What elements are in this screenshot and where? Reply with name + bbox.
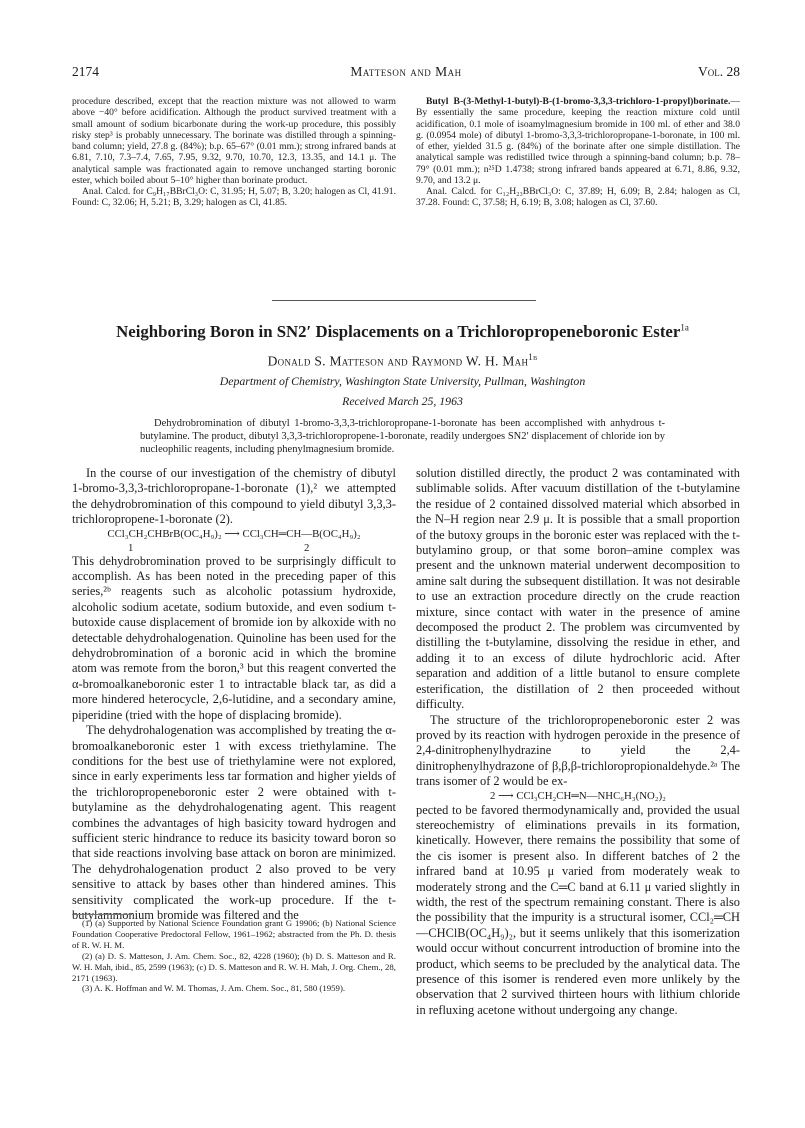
left-body-column bbox=[72, 466, 396, 923]
footnote-3: (3) A. K. Hoffman and W. M. Thomas, J. Am. Chem. Soc., 81, 580 (1959). bbox=[82, 983, 346, 994]
authors: Donald S. Matteson and Raymond W. H. Mah$^{1b}$ bbox=[267, 352, 538, 369]
abstract: Dehydrobromination of dibutyl 1-bromo-3,3,3-trichloropropane-1-boronate has been accomplished with anhydrous t-butylamine. The product, dibutyl 3,3,3-trichloropropene-1-boronate, readily undergoes SN2′ displacement of chloride ion by nucleophilic reagents, including phenylmagnesium bromide. bbox=[140, 418, 665, 455]
compound-number-1: 1 bbox=[128, 541, 134, 554]
body-paragraph: solution distilled directly, the product 2 was contaminated with sublimable solids. After vacuum distillation of the t-butylamine the residue of 2 contained dissolved material which absorbed in the N–H region near 2.9 μ. It is possible that a small proportion of the butoxy groups in the boronic ester was replaced with the t-butylamino group, or that some boron–amine complex was present and the unknown material underwent decomposition to amine salt during the subsequent distillation. It was not desirable to use an extraction procedure directly on the crude reaction mixture, since contact with water in the presence of amine decomposed the product 2. The problem was circumvented by distilling the t-butylamine, dissolving the residue in ether, and adding it to an excess of dilute hydrochloric acid. After separation and addition of a little butanol to ensure complete esterification, the distillation of 2 then proceeded without difficulty. bbox=[416, 466, 740, 712]
compound-heading: Butyl B-(3-Methyl-1-butyl)-B-(1-bromo-3,3,3-trichloro-1-propyl)borinate. bbox=[426, 96, 731, 107]
page-number: 2174 bbox=[72, 64, 99, 79]
equation-1: CCl₃CH₂CHBrB(OC₄H₉)₂ ⟶ CCl₃CH═CH—B(OC₄H₉)₂ bbox=[107, 527, 361, 540]
compound-analysis: Anal. Calcd. for C₁₂H₂₃BBrCl₃O: C, 37.89; H, 6.09; B, 2.84; halogen as Cl, 37.28. Found: C, 37.58; H, 6.19; B, 3.08; halogen as Cl, 37.60. bbox=[416, 186, 740, 209]
equation-1-numbers bbox=[72, 541, 396, 554]
footnote-2: (2) (a) D. S. Matteson, J. Am. Chem. Soc., 82, 4228 (1960); (b) D. S. Matteson and R. W. H. Mah, ibid., 85, 2599 (1963); (c) D. S. Matteson and R. W. H. Mah, J. Org. Chem., 28, 2171 (1963). bbox=[72, 950, 397, 983]
intro-paragraph: In the course of our investigation of the chemistry of dibutyl 1-bromo-3,3,3-trichloropropane-1-boronate (1),² we attempted the dehydrobromination of this compound to yield dibutyl 3,3,3-trichloropropene-1-boronate (2). bbox=[72, 466, 396, 527]
footnotes bbox=[72, 918, 396, 994]
author-footnote-mark: 1b bbox=[528, 352, 538, 362]
compound-procedure: —By essentially the same procedure, keeping the reaction mixture cold until acidification, 0.1 mole of isoamylmagnesium bromide in 100 ml. of ether and 38.0 g. (0.0954 mole) of dibutyl 1-bromo-3,3,3-trichloropropane-1-boronate, in 100 ml. of ether, yielded 31.5 g. (84%) of the borinate after one simple distillation. The analytical sample was redistilled twice through a spinning-band column; b.p. 78–79° (0.01 mm.); n²⁵D 1.4738; strong infrared bands appeared at 6.71, 8.86, 9.32, 9.70, and 13.2 μ. bbox=[416, 96, 740, 186]
experimental-paragraph: procedure described, except that the reaction mixture was not allowed to warm above −40° before acidification. Although the product survived treatment with a small amount of sodium bicarbonate during the work-up procedure, this possibly risky step³ is probably unnecessary. The borinate was distilled through a spinning-band column; yield, 27.8 g. (84%); b.p. 65–67° (0.01 mm.); strong infrared bands at 6.81, 7.10, 7.3–7.4, 7.65, 7.95, 9.32, 9.70, 10.70, 12.3, 13.35, and 14.1 μ. The analytical sample was fractionated again to remove unchanged starting boronic ester, which boiled about 5–10° higher than borinate product. bbox=[72, 96, 396, 186]
footnote-rule bbox=[72, 914, 132, 915]
title-footnote-mark: 1a bbox=[680, 322, 689, 333]
affiliation: Department of Chemistry, Washington State University, Pullman, Washington bbox=[219, 374, 586, 388]
volume-label: Vol. 28 bbox=[698, 64, 740, 79]
running-title: Matteson and Mah bbox=[350, 64, 462, 79]
top-left-column bbox=[72, 96, 396, 209]
right-body-column bbox=[416, 466, 740, 1018]
equation-2: 2 ⟶ CCl₃CH₂CH═N—NHC₆H₃(NO₂)₂ bbox=[490, 789, 666, 802]
body-paragraph: The structure of the trichloropropeneboronic ester 2 was proved by its reaction with hydrogen peroxide in the presence of 2,4-dinitrophenylhydrazine to yield the 2,4-dinitrophenylhydrazone of β,β,β-trichloropropionaldehyde.²ᵃ The trans isomer of 2 would be ex- bbox=[416, 712, 740, 789]
article-title: Neighboring Boron in SN2′ Displacements on a Trichloropropeneboronic Ester$^{1a}$ bbox=[116, 322, 689, 341]
section-divider bbox=[272, 300, 536, 301]
body-paragraph: pected to be favored thermodynamically and, provided the usual stereochemistry of eliminations prevails in its formation, kinetically. However, there remains the possibility that some of the cis isomer is present also. In different batches of 2 the infrared band at 10.95 μ varied from moderately weak to moderately strong and the C═C band at 6.11 μ varied slightly in width, the rest of the spectrum remaining constant. There is also the possibility that the impurity is a structural isomer, CCl₂═CH—CHClB(OC₄H₉)₂, but it seems unlikely that this isomerization would occur without concurrent introduction of bromine into the product, which seems to be precluded by the analytical data. The presence of this isomer is rendered even more unlikely by the observation that 2 survived thirteen hours with lithium chloride in refluxing acetone without undergoing any change. bbox=[416, 802, 740, 1017]
analysis-paragraph: Anal. Calcd. for C₉H₁₇BBrCl₃O: C, 31.95; H, 5.07; B, 3.20; halogen as Cl, 41.91. Found: C, 32.06; H, 5.21; B, 3.29; halogen as Cl, 41.85. bbox=[72, 186, 396, 209]
body-paragraph: The dehydrohalogenation was accomplished by treating the α-bromoalkaneboronic ester 1 with excess triethylamine. The conditions for the best use of triethylamine were not explored, since in early experiments less tar formation and higher yields of the trichloropropeneboronic ester 2 were obtained with t-butylamine as the dehydrohalogenating agent. This reagent combines the advantages of high basicity toward hydrogen and sufficient steric hindrance to reduce its basicity toward boron so that side reactions involving base attack on boron are minimized. The dehydrohalogenation product 2 also proved to be very sensitive to attack by bases other than hindered amines. This sensitivity complicated the work-up procedure. If the t-butylammonium bromide was filtered and the bbox=[72, 723, 396, 922]
compound-number-2: 2 bbox=[304, 541, 310, 554]
received-date: Received March 25, 1963 bbox=[342, 394, 463, 408]
top-right-column bbox=[416, 96, 740, 209]
page-header bbox=[72, 64, 740, 82]
footnote-1: (1) (a) Supported by National Science Foundation grant G 19906; (b) National Science Foundation Cooperative Predoctoral Fellow, 1961–1962; abstracted from the Ph. D. thesis of R. W. H. M. bbox=[72, 918, 396, 950]
body-paragraph: This dehydrobromination proved to be surprisingly difficult to accomplish. As has been noted in the preceding paper of this series,²ᵇ reagents such as alcoholic potassium hydroxide, alcoholic sodium acetate, sodium butoxide, and even sodium t-butoxide cause displacement of bromide ion by alkoxide with no detectable dehydrohalogenation. Quinoline has been used for the dehydrobromination of a boronic acid in which the bromine atom was remote from the boron,³ but this reagent converted the α-bromoalkaneboronic ester 1 to intractable black tar, as did a more hindered heterocycle, 2,6-lutidine, and a secondary amine, piperidine (tried with the hope of displacing bromide). bbox=[72, 553, 396, 722]
